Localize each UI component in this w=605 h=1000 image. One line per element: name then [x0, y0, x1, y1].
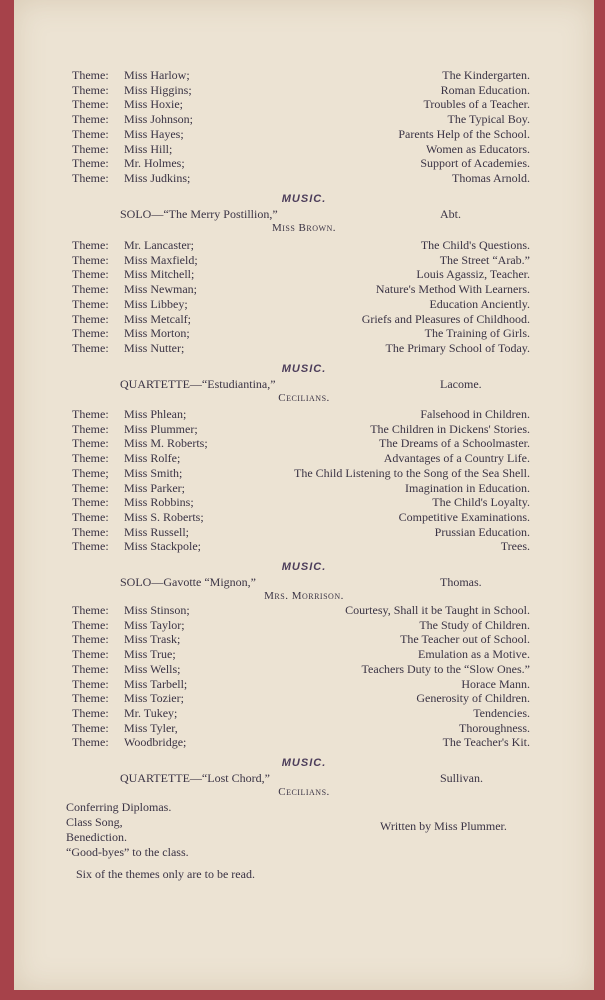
- theme-label: Theme:: [72, 436, 109, 451]
- theme-row: [14, 510, 594, 525]
- music-performer: Cecilians.: [278, 391, 330, 404]
- closing-item-goodbyes: “Good-byes” to the class.: [66, 845, 189, 859]
- closing-item-diplomas: Conferring Diplomas.: [66, 800, 172, 814]
- theme-label: Theme:: [72, 267, 109, 282]
- theme-row: [14, 539, 594, 554]
- theme-label: Theme:: [72, 97, 109, 112]
- music-performer: Cecilians.: [278, 786, 330, 798]
- theme-topic: Parents Help of the School.: [398, 126, 530, 141]
- theme-label: Theme:: [72, 647, 109, 662]
- music-composer: Sullivan.: [440, 771, 484, 785]
- theme-label: Theme:: [72, 252, 109, 267]
- theme-row: [14, 267, 594, 282]
- speaker-name: Mr. Lancaster;: [124, 238, 194, 252]
- speaker-name: Miss True;: [124, 647, 176, 662]
- theme-label: Theme:: [72, 632, 109, 647]
- theme-topic: Women as Educators.: [425, 141, 530, 156]
- speaker-name: Miss Trask;: [124, 632, 181, 647]
- theme-label: Theme:: [72, 326, 109, 341]
- theme-label: Theme:: [72, 735, 109, 750]
- theme-label: Theme:: [72, 691, 109, 706]
- theme-label: Theme:: [72, 705, 109, 720]
- speaker-name: Miss Maxfield;: [124, 252, 198, 267]
- theme-row: [14, 407, 594, 422]
- speaker-name: Miss Nutter;: [124, 340, 185, 355]
- music-heading: MUSIC.: [281, 362, 327, 375]
- theme-row: [14, 68, 594, 83]
- theme-row: [14, 662, 594, 677]
- speaker-name: Miss Judkins;: [124, 170, 191, 185]
- speaker-name: Miss Tozier;: [124, 691, 184, 706]
- theme-topic: Falsehood in Children.: [420, 407, 530, 421]
- theme-label: Theme:: [72, 617, 109, 632]
- theme-row: [14, 97, 594, 112]
- theme-row: [14, 422, 594, 437]
- theme-topic: Teachers Duty to the “Slow Ones.”: [361, 661, 530, 676]
- closing-list: [66, 800, 189, 860]
- music-composer: Thomas.: [440, 575, 482, 589]
- theme-topic: Education Anciently.: [429, 296, 530, 311]
- theme-label: Theme:: [72, 480, 109, 495]
- theme-row: [14, 677, 594, 692]
- music-composer: Lacome.: [440, 376, 482, 391]
- theme-row: [14, 436, 594, 451]
- music-composer: Abt.: [440, 206, 461, 221]
- speaker-name: Miss Tarbell;: [124, 676, 188, 691]
- theme-label: Theme:: [72, 509, 109, 524]
- theme-topic: Thoroughness.: [459, 720, 530, 735]
- theme-row: [14, 481, 594, 496]
- speaker-name: Miss Rolfe;: [124, 451, 181, 466]
- theme-label: Theme:: [72, 539, 109, 554]
- theme-row: [14, 156, 594, 171]
- theme-topic: The Teacher's Kit.: [442, 735, 530, 750]
- speaker-name: Miss Hayes;: [124, 126, 184, 141]
- speaker-name: Miss M. Roberts;: [124, 436, 208, 451]
- theme-topic: Troubles of a Teacher.: [423, 97, 530, 112]
- speaker-name: Miss Plummer;: [124, 421, 198, 436]
- speaker-name: Miss Russell;: [124, 524, 190, 539]
- theme-topic: Nature's Method With Learners.: [375, 282, 530, 297]
- music-piece: QUARTETTE—“Estudiantina,”: [120, 376, 276, 391]
- speaker-name: Miss Higgins;: [124, 82, 192, 97]
- theme-label: Theme:: [72, 68, 109, 82]
- music-heading: MUSIC.: [281, 757, 327, 769]
- theme-topic: Trees.: [500, 539, 530, 554]
- theme-row: [14, 83, 594, 98]
- theme-topic: The Training of Girls.: [424, 326, 530, 341]
- theme-topic: The Typical Boy.: [447, 112, 530, 127]
- theme-row: [14, 706, 594, 721]
- theme-label: Theme:: [72, 156, 109, 171]
- speaker-name: Miss Stinson;: [124, 603, 190, 617]
- theme-label: Theme:: [72, 421, 109, 436]
- speaker-name: Mr. Tukey;: [124, 705, 178, 720]
- music-performer: Mrs. Morrison.: [264, 590, 344, 602]
- theme-topic: The Children in Dickens' Stories.: [370, 421, 530, 436]
- theme-label: Theme:: [72, 340, 109, 355]
- theme-row: [14, 451, 594, 466]
- speaker-name: Miss Hill;: [124, 141, 173, 156]
- theme-topic: Prussian Education.: [434, 524, 530, 539]
- speaker-name: Miss Wells;: [124, 661, 181, 676]
- theme-topic: The Teacher out of School.: [400, 632, 530, 647]
- reading-note: Six of the themes only are to be read.: [76, 867, 255, 881]
- class-song-credit: Written by Miss Plummer.: [380, 819, 507, 833]
- theme-row: [14, 297, 594, 312]
- theme-row: [14, 171, 594, 186]
- theme-label: Theme:: [72, 112, 109, 127]
- theme-topic: The Child's Loyalty.: [432, 495, 530, 510]
- music-heading: MUSIC.: [281, 561, 327, 573]
- theme-row: [14, 525, 594, 540]
- theme-topic: The Primary School of Today.: [385, 340, 530, 355]
- theme-row: [14, 238, 594, 253]
- theme-row: [14, 603, 594, 618]
- music-performer: Miss Brown.: [271, 221, 337, 234]
- speaker-name: Miss Taylor;: [124, 617, 185, 632]
- theme-row: [14, 618, 594, 633]
- theme-row: [14, 127, 594, 142]
- theme-row: [14, 253, 594, 268]
- theme-row: [14, 632, 594, 647]
- theme-row: [14, 326, 594, 341]
- speaker-name: Miss Parker;: [124, 480, 185, 495]
- theme-topic: Griefs and Pleasures of Childhood.: [361, 311, 530, 326]
- theme-row: [14, 721, 594, 736]
- speaker-name: Miss Libbey;: [124, 296, 188, 311]
- music-piece: QUARTETTE—“Lost Chord,”: [120, 771, 270, 785]
- theme-row: [14, 735, 594, 750]
- theme-row: [14, 466, 594, 481]
- theme-topic: Competitive Examinations.: [398, 509, 530, 524]
- theme-topic: The Child's Questions.: [420, 238, 530, 252]
- theme-label: Theme:: [72, 282, 109, 297]
- theme-label: Theme;: [72, 465, 109, 480]
- theme-label: Theme:: [72, 238, 109, 252]
- speaker-name: Miss Harlow;: [124, 68, 190, 82]
- theme-label: Theme:: [72, 126, 109, 141]
- theme-label: Theme:: [72, 407, 109, 421]
- theme-label: Theme:: [72, 296, 109, 311]
- speaker-name: Miss S. Roberts;: [124, 509, 204, 524]
- theme-label: Theme:: [72, 524, 109, 539]
- speaker-name: Miss Johnson;: [124, 112, 194, 127]
- speaker-name: Miss Mitchell;: [124, 267, 195, 282]
- theme-topic: Thomas Arnold.: [452, 170, 530, 185]
- theme-topic: The Street “Arab.”: [439, 252, 530, 267]
- theme-label: Theme:: [72, 451, 109, 466]
- program-page: [14, 0, 594, 990]
- speaker-name: Miss Stackpole;: [124, 539, 201, 554]
- theme-label: Theme:: [72, 311, 109, 326]
- theme-label: Theme:: [72, 720, 109, 735]
- closing-item-benediction: Benediction.: [66, 830, 127, 844]
- theme-topic: The Kindergarten.: [442, 68, 530, 82]
- theme-topic: Emulation as a Motive.: [418, 647, 530, 662]
- music-heading: MUSIC.: [281, 192, 327, 205]
- theme-row: [14, 495, 594, 510]
- theme-label: Theme:: [72, 603, 109, 617]
- music-piece: SOLO—“The Merry Postillion,”: [120, 206, 278, 221]
- speaker-name: Mr. Holmes;: [124, 156, 185, 171]
- theme-label: Theme:: [72, 141, 109, 156]
- theme-topic: The Child Listening to the Song of the Sea Shell.: [294, 465, 530, 480]
- theme-row: [14, 312, 594, 327]
- theme-topic: Support of Academies.: [420, 156, 530, 171]
- theme-topic: Courtesy, Shall it be Taught in School.: [345, 603, 530, 617]
- speaker-name: Miss Smith;: [124, 465, 183, 480]
- theme-label: Theme:: [72, 676, 109, 691]
- speaker-name: Miss Morton;: [124, 326, 190, 341]
- theme-topic: Generosity of Children.: [416, 691, 530, 706]
- speaker-name: Miss Robbins;: [124, 495, 194, 510]
- theme-topic: The Dreams of a Schoolmaster.: [379, 436, 530, 451]
- speaker-name: Miss Newman;: [124, 282, 197, 297]
- theme-topic: Tendencies.: [473, 705, 530, 720]
- theme-label: Theme:: [72, 495, 109, 510]
- theme-row: [14, 341, 594, 356]
- theme-label: Theme:: [72, 82, 109, 97]
- theme-topic: Louis Agassiz, Teacher.: [416, 267, 530, 282]
- theme-label: Theme:: [72, 170, 109, 185]
- theme-topic: Horace Mann.: [461, 676, 530, 691]
- theme-topic: Imagination in Education.: [405, 480, 530, 495]
- theme-row: [14, 142, 594, 157]
- closing-item-class-song: Class Song,: [66, 815, 123, 829]
- theme-row: [14, 112, 594, 127]
- theme-topic: Roman Education.: [440, 82, 530, 97]
- theme-row: [14, 691, 594, 706]
- speaker-name: Woodbridge;: [124, 735, 187, 750]
- theme-topic: The Study of Children.: [419, 617, 530, 632]
- theme-label: Theme:: [72, 661, 109, 676]
- speaker-name: Miss Metcalf;: [124, 311, 191, 326]
- theme-row: [14, 647, 594, 662]
- theme-topic: Advantages of a Country Life.: [383, 451, 530, 466]
- music-piece: SOLO—Gavotte “Mignon,”: [120, 575, 256, 589]
- speaker-name: Miss Phlean;: [124, 407, 187, 421]
- speaker-name: Miss Tyler,: [124, 720, 178, 735]
- speaker-name: Miss Hoxie;: [124, 97, 184, 112]
- theme-row: [14, 282, 594, 297]
